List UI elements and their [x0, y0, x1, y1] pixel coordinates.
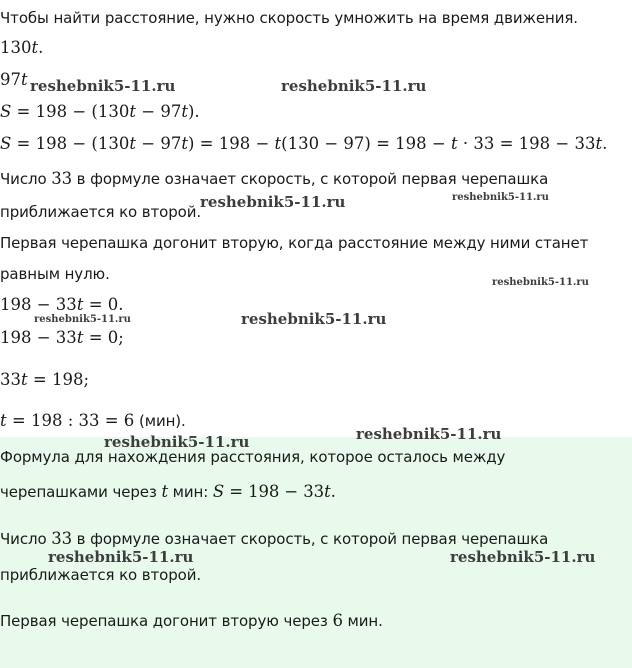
expression-97t: 97t [0, 70, 28, 89]
solution-paragraph-2-line-2: приближается ко второй. [0, 203, 202, 221]
watermark: reshebnik5-11.ru [48, 548, 194, 566]
watermark: reshebnik5-11.ru [30, 77, 176, 95]
watermark: reshebnik5-11.ru [450, 548, 596, 566]
watermark: reshebnik5-11.ru [356, 425, 502, 443]
equation-3: 33t = 198; [0, 370, 90, 389]
watermark: reshebnik5-11.ru [200, 193, 346, 211]
watermark: reshebnik5-11.ru [452, 192, 549, 203]
watermark: reshebnik5-11.ru [104, 433, 250, 451]
solution-paragraph-1: Чтобы найти расстояние, нужно скорость умножить на время движения. [0, 9, 578, 27]
answer-paragraph-2-line-1: Число 33 в формуле означает скорость, с которой первая черепашка [0, 529, 549, 548]
solution-paragraph-3-line-2: равным нулю. [0, 265, 110, 283]
answer-paragraph-1-line-1: Формула для нахождения расстояния, которое осталось между [0, 448, 506, 466]
watermark: reshebnik5-11.ru [241, 310, 387, 328]
watermark: reshebnik5-11.ru [34, 314, 131, 325]
answer-paragraph-1-line-2: черепашками через t мин: S = 198 − 33t. [0, 482, 336, 501]
answer-paragraph-2-line-2: приближается ко второй. [0, 566, 202, 584]
watermark: reshebnik5-11.ru [492, 277, 589, 288]
watermark: reshebnik5-11.ru [281, 77, 427, 95]
formula-distance: S = 198 − (130t − 97t). [0, 102, 200, 121]
formula-distance-simplified: S = 198 − (130t − 97t) = 198 − t(130 − 97) = 198 − t · 33 = 198 − 33t. [0, 134, 608, 153]
equation-4: t = 198 : 33 = 6 (мин). [0, 411, 186, 430]
equation-1: 198 − 33t = 0. [0, 295, 124, 314]
solution-paragraph-3-line-1: Первая черепашка догонит вторую, когда расстояние между ними станет [0, 234, 589, 252]
solution-paragraph-2-line-1: Число 33 в формуле означает скорость, с которой первая черепашка [0, 169, 549, 188]
expression-130t: 130t. [0, 38, 44, 57]
answer-paragraph-3: Первая черепашка догонит вторую через 6 мин. [0, 611, 383, 630]
equation-2: 198 − 33t = 0; [0, 328, 124, 347]
